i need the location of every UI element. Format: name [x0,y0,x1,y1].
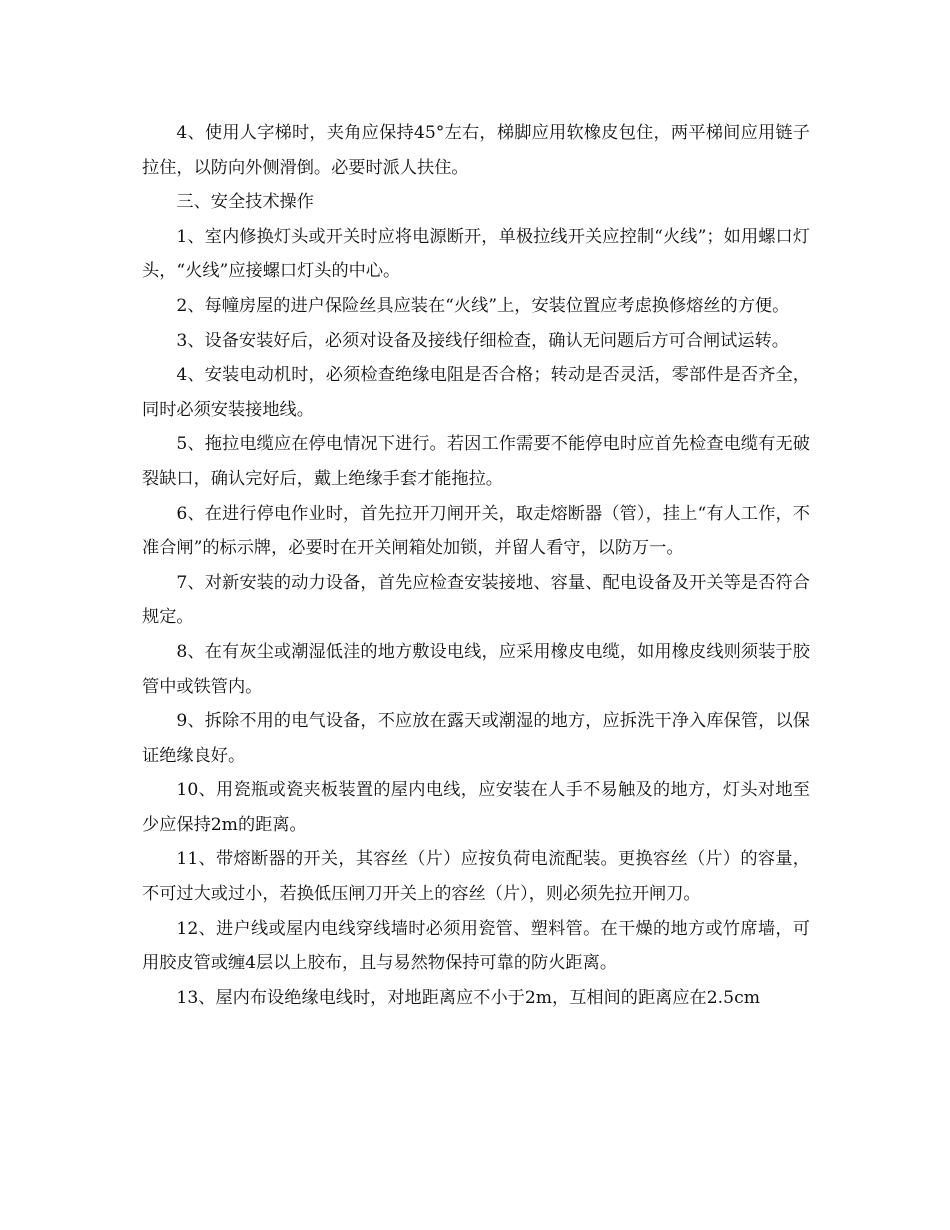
paragraph-item-2: 2、每幢房屋的进户保险丝具应装在“火线”上，安装位置应考虑换修熔丝的方便。 [176,295,790,316]
paragraph-item-9: 9、拆除不用的电气设备，不应放在露天或潮湿的地方，应拆洗干净入库保管，以保证绝缘良好。 [142,711,810,766]
paragraph-item-8: 8、在有灰尘或潮湿低洼的地方敷设电线，应采用橡皮电缆，如用橡皮线则须装于胶管中或铁管内。 [142,641,810,697]
paragraph-item-6: 6、在进行停电作业时，首先拉开刀闸开关，取走熔断器（管），挂上“有人工作，不准合闸”的标示牌，必要时在开关闸箱处加锁，并留人看守，以防万一。 [142,503,810,559]
paragraph-item-1: 1、室内修换灯头或开关时应将电源断开，单极拉线开关应控制“火线”；如用螺口灯头，“火线”应接螺口灯头的中心。 [142,226,810,282]
paragraph-item-12: 12、进户线或屋内电线穿线墙时必须用瓷管、塑料管。在干燥的地方或竹席墙，可用胶皮管或缠4层以上胶布，且与易然物保持可靠的防火距离。 [142,918,810,974]
paragraph-item-4: 4、安装电动机时，必须检查绝缘电阻是否合格；转动是否灵活，零部件是否齐全，同时必须安装接地线。 [142,365,810,420]
paragraph-item-13: 13、屋内布设绝缘电线时，对地距离应不小于2m，互相间的距离应在2.5cm [176,987,761,1008]
paragraph-ladder-4: 4、使用人字梯时，夹角应保持45°左右，梯脚应用软橡皮包住，两平梯间应用链子拉住，以防向外侧滑倒。必要时派人扶住。 [142,123,810,178]
paragraph-item-5: 5、拖拉电缆应在停电情况下进行。若因工作需要不能停电时应首先检查电缆有无破裂缺口，确认完好后，戴上绝缘手套才能拖拉。 [142,434,810,489]
document-body [142,116,810,1015]
paragraph-item-11: 11、带熔断器的开关，其容丝（片）应按负荷电流配装。更换容丝（片）的容量，不可过大或过小，若换低压闸刀开关上的容丝（片），则必须先拉开闸刀。 [142,849,810,905]
paragraph-item-10: 10、用瓷瓶或瓷夹板装置的屋内电线，应安装在人手不易触及的地方，灯头对地至少应保持2m的距离。 [142,780,810,835]
section-heading-safety-operation: 三、安全技术操作 [176,192,314,213]
paragraph-item-7: 7、对新安装的动力设备，首先应检查安装接地、容量、配电设备及开关等是否符合规定。 [142,572,810,628]
paragraph-item-3: 3、设备安装好后，必须对设备及接线仔细检查，确认无问题后方可合闸试运转。 [176,330,789,351]
